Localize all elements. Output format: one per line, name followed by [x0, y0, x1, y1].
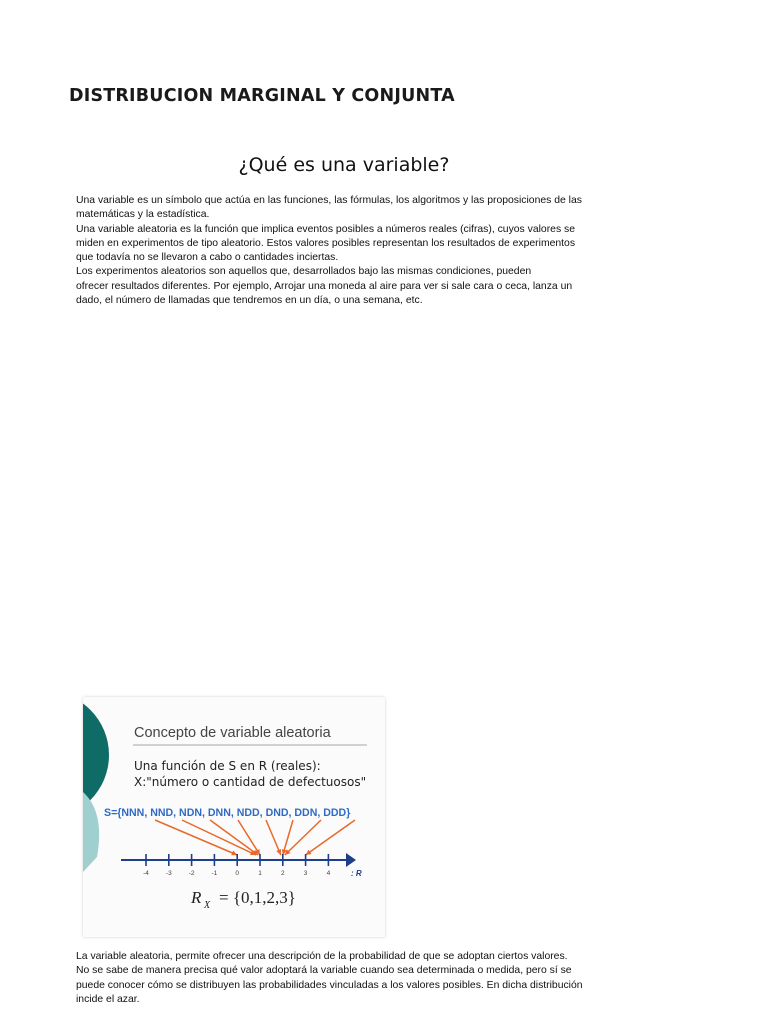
paragraph-description: [76, 950, 616, 1007]
tick-label: 4: [326, 870, 331, 877]
text-line: miden en experimentos de tipo aleatorio. Estos valores posibles representan los resultados de experimentos: [76, 237, 576, 249]
teal-arc-decoration: [83, 792, 99, 872]
mapping-arrow: [266, 820, 281, 855]
text-line: La variable aleatoria, permite ofrecer una descripción de la probabilidad de que se adoptan ciertos valores.: [76, 951, 568, 962]
mapping-arrow: [182, 820, 256, 855]
mapping-arrow: [306, 820, 355, 855]
mapping-arrow: [210, 820, 258, 855]
text-line: Una variable aleatoria es la función que implica eventos posibles a números reales (cifras), cuyos valores se: [76, 223, 575, 235]
text-line: Una variable es un símbolo que actúa en las funciones, las fórmulas, los algoritmos y las proposiciones de las: [76, 195, 582, 206]
figure-svg: [83, 697, 385, 937]
paragraph-intro: [76, 194, 616, 308]
tick-label: 1: [258, 870, 262, 877]
text-line: matemáticas y la estadística.: [76, 209, 210, 221]
range-symbol: R: [191, 888, 202, 907]
tick-label: -2: [188, 870, 195, 877]
text-line: que todavía no se llevaron a cabo o cantidades inciertas.: [76, 252, 339, 264]
range-subscript: X: [204, 900, 211, 911]
mapping-arrow: [283, 820, 293, 855]
section-title: ¿Qué es una variable?: [238, 154, 450, 176]
figure-title: Concepto de variable aleatoria: [134, 725, 331, 741]
text-line: ofrecer resultados diferentes. Por ejemplo, Arrojar una moneda al aire para ver si sale cara o ceca, lanza un: [76, 280, 573, 292]
tick-label: 0: [235, 870, 240, 877]
text-line: No se sabe de manera precisa qué valor adoptará la variable cuando sea determinada o medida, pero sí se: [76, 965, 572, 977]
tick-label: -4: [143, 870, 149, 877]
range-value: = {0,1,2,3}: [219, 888, 296, 907]
sample-space-label: S={NNN, NND, NDN, DNN, NDD, DND, DDN, DDD}: [104, 807, 351, 819]
tick-label: -1: [211, 870, 218, 877]
figure-line-1: Una función de S en R (reales):: [134, 759, 321, 773]
number-line-arrowhead: [346, 853, 356, 867]
axis-label: : R: [351, 869, 362, 878]
mapping-arrow: [155, 820, 237, 855]
text-line: dado, el número de llamadas que tendremos en un día, o una semana, etc.: [76, 295, 423, 307]
tick-label: 2: [280, 870, 285, 877]
figure-line-2: X:"número o cantidad de defectuosos": [134, 775, 367, 789]
random-variable-figure: [83, 697, 385, 937]
text-line: incide el azar.: [76, 993, 140, 1005]
document-heading: DISTRIBUCION MARGINAL Y CONJUNTA: [69, 86, 455, 106]
text-line: puede conocer cómo se distribuyen las probabilidades vinculadas a los valores posibles. En dicha distribución: [76, 979, 583, 991]
tick-label: -3: [165, 870, 172, 877]
tick-label: 3: [303, 870, 308, 877]
text-line: Los experimentos aleatorios son aquellos que, desarrollados bajo las mismas condiciones, pueden: [76, 266, 532, 278]
mapping-arrows: [155, 820, 355, 855]
mapping-arrow: [285, 820, 321, 855]
number-line-ticks: [143, 854, 330, 877]
mapping-arrow: [238, 820, 260, 855]
